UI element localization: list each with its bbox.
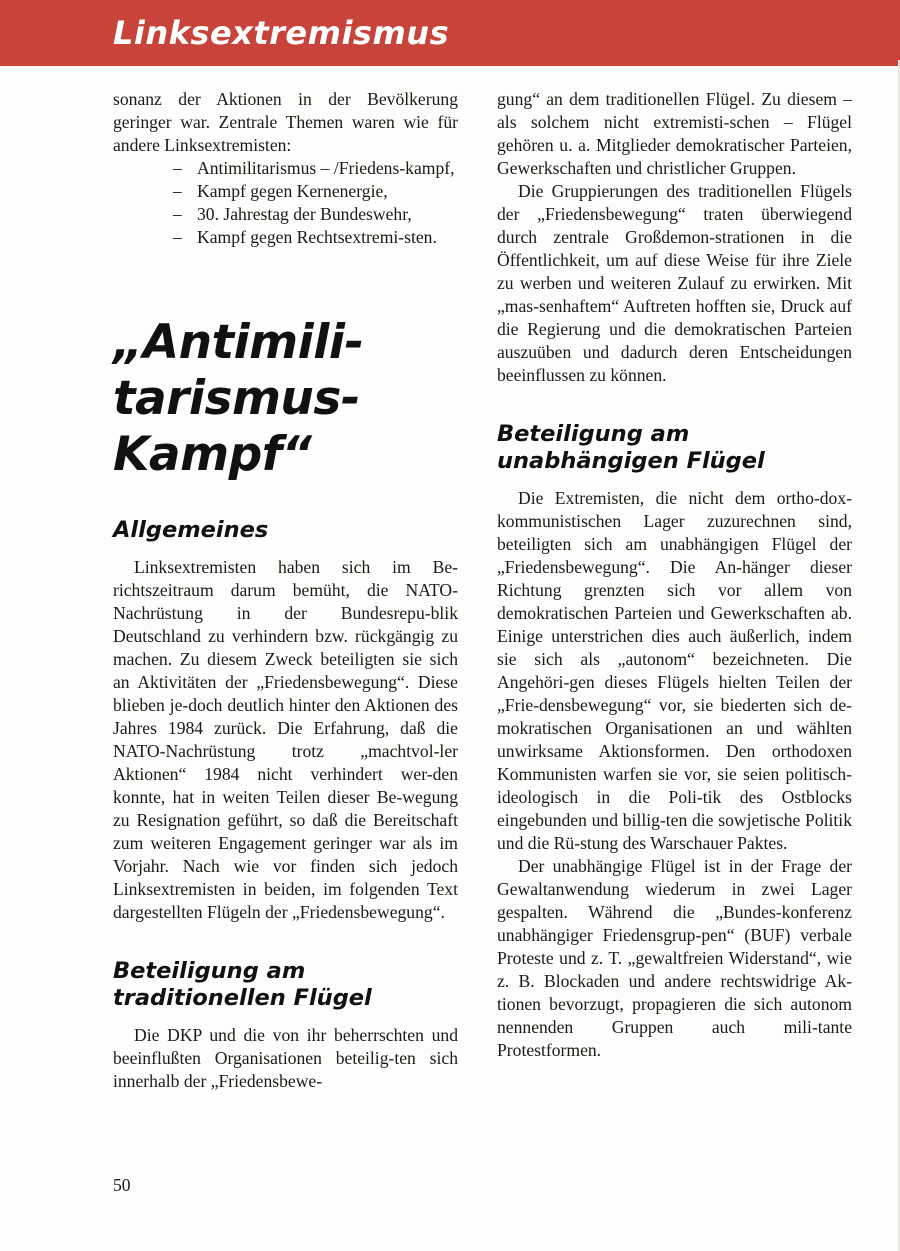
heading-line: traditionellen Flügel (113, 985, 372, 1011)
intro-paragraph: sonanz der Aktionen in der Bevölkerung geringer war. Zentrale Themen waren wie für andere Linksextremisten: (113, 89, 458, 155)
section-paragraph: Linksextremisten haben sich im Be-richtszeitraum darum bemüht, die NATO-Nachrüstung in der Bundesrepu-blik Deutschland zu verhindern bzw. rückgängig zu machen. Zu diesem Zweck beteiligten sie sich an Aktivitäten der „Friedensbewegung“. Diese blieben je-doch deutlich hinter den Aktionen des Jahres 1984 zurück. Die Erfahrung, daß die NATO-Nachrüstung trotz „machtvol-ler Aktionen“ 1984 nicht verhindert wer-den konnte, hat in weiten Teilen dieser Be-wegung zu Resignation geführt, so daß die Bereitschaft zum weiteren Engagement geringer war als im Vorjahr. Nach wie vor finden sich jedoch Linksextremisten in beiden, im folgenden Text dargestellten Flügeln der „Friedensbewegung“. (113, 557, 458, 922)
section-heading-traditional-wing (113, 958, 458, 1012)
paragraph: Der unabhängige Flügel ist in der Frage der Gewaltanwendung wiederum in zwei Lager gespalten. Während die „Bundes-konferenz unabhängiger Friedensgrup-pen“ (BUF) verbale Proteste und z. T. „gewaltfreien Widerstand“, wie z. B. Blockaden und andere rechtswidrige Ak-tionen bevorzugt, propagieren die sich autonom nennenden Gruppen auch mili-tante Protestformen. (497, 856, 852, 1060)
list-item: – Kampf gegen Rechtsextremi-sten. (173, 226, 458, 249)
paragraph: Die Gruppierungen des traditionellen Flügels der „Friedensbewegung“ traten überwiegend durch zentrale Großdemon-strationen in die Öffentlichkeit, um auf diese Weise für ihre Ziele zu werben und weiteren Zulauf zu erwirken. Mit „mas-senhaftem“ Auftreten hofften sie, Druck auf die Regierung und die demokratischen Parteien auszuüben und dadurch deren Entscheidungen beeinflussen zu können. (497, 181, 852, 385)
main-title (113, 315, 458, 483)
list-item: – Antimilitarismus – /Friedens-kampf, (173, 157, 458, 180)
heading-line: unabhängigen Flügel (497, 448, 765, 474)
heading-line: Beteiligung am (113, 958, 306, 984)
section-paragraph: Die DKP und die von ihr beherrschten und beeinflußten Organisationen beteilig-ten sich innerhalb der „Friedensbewe- (113, 1025, 458, 1091)
section-heading-allgemeines: Allgemeines (113, 517, 269, 543)
main-title-line: tarismus- (113, 371, 360, 426)
list-item: – 30. Jahrestag der Bundeswehr, (173, 203, 458, 226)
heading-line: Beteiligung am (497, 421, 690, 447)
page-header-title: Linksextremismus (113, 14, 450, 52)
main-title-line: Kampf“ (113, 427, 312, 482)
section-heading-independent-wing (497, 421, 852, 475)
main-title-line: „Antimili- (113, 315, 364, 370)
left-column (113, 88, 458, 1093)
list-item: – Kampf gegen Kernenergie, (173, 180, 458, 203)
paragraph: gung“ an dem traditionellen Flügel. Zu diesem – als solchem nicht extremisti-schen – Flügel gehören u. a. Mitglieder demokratischer Parteien, Gewerkschaften und christlicher Gruppen. (497, 89, 852, 178)
topic-list (113, 157, 458, 249)
paragraph: Die Extremisten, die nicht dem ortho-dox-kommunistischen Lager zuzurechnen sind, beteiligten sich am unabhängigen Flügel der „Friedensbewegung“. Die An-hänger dieser Richtung grenzten sich vor allem von demokratischen Parteien und Gewerkschaften ab. Einige unterstrichen dies auch äußerlich, indem sie sich als „autonom“ bezeichneten. Die Angehöri-gen dieses Flügels hielten Teilen der „Frie-densbewegung“ vor, sie biederten sich de-mokratischen Organisationen an und wählten unwirksame Aktionsformen. Den orthodoxen Kommunisten warfen sie vor, sie seien politisch-ideologisch in die Poli-tik des Ostblocks eingebunden und billig-ten die sowjetische Politik und die Rü-stung des Warschauer Paktes. (497, 488, 852, 853)
right-column (497, 88, 852, 1062)
page-number: 50 (113, 1175, 131, 1195)
